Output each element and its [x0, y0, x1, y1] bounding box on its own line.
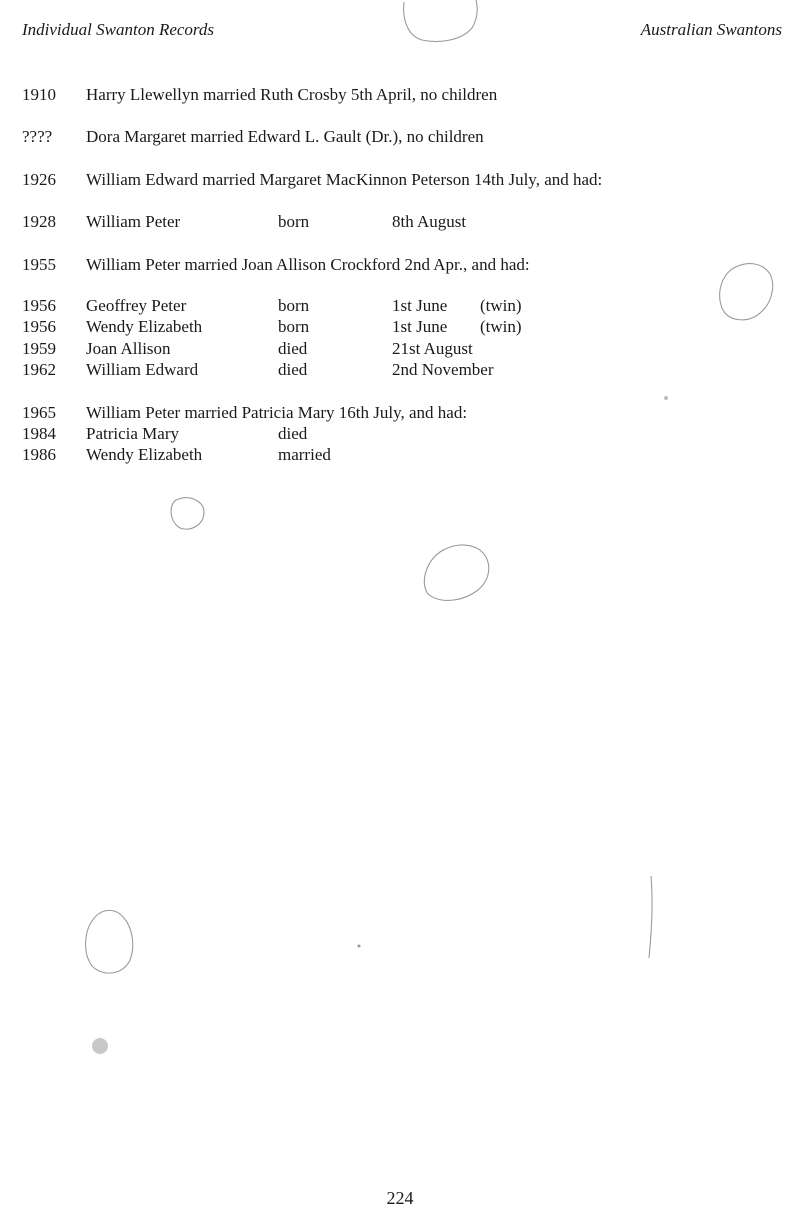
- record-event: born: [278, 317, 310, 336]
- record-note: (twin): [480, 317, 522, 336]
- record-date: 2nd November: [392, 360, 494, 379]
- record-year: 1959: [22, 339, 56, 358]
- record-name: Wendy Elizabeth: [86, 445, 203, 464]
- record-date: 1st June: [392, 317, 448, 336]
- record-name: Wendy Elizabeth: [86, 317, 203, 336]
- record-name: Patricia Mary: [86, 424, 179, 443]
- record-event: married: [278, 445, 331, 464]
- record-year: 1928: [22, 212, 56, 231]
- scan-speck: [664, 396, 668, 400]
- record-note: (twin): [480, 296, 522, 315]
- record-text: Dora Margaret married Edward L. Gault (Dr.), no children: [86, 127, 484, 146]
- record-date: 1st June: [392, 296, 448, 315]
- record-name: William Peter: [86, 212, 181, 231]
- record-year: 1955: [22, 255, 56, 274]
- record-event: died: [278, 339, 308, 358]
- record-year: 1956: [22, 317, 56, 336]
- record-date: 8th August: [392, 212, 467, 231]
- record-year: 1956: [22, 296, 56, 315]
- record-year: 1962: [22, 360, 56, 379]
- scan-scratch: [649, 876, 652, 958]
- scan-blot: [720, 264, 773, 320]
- record-year: 1926: [22, 170, 56, 189]
- scan-blot: [171, 498, 204, 529]
- running-header-right: Australian Swantons: [640, 20, 782, 39]
- record-event: died: [278, 360, 308, 379]
- record-event: born: [278, 212, 310, 231]
- record-date: 21st August: [392, 339, 473, 358]
- record-name: Geoffrey Peter: [86, 296, 187, 315]
- record-text: Harry Llewellyn married Ruth Crosby 5th April, no children: [86, 85, 498, 104]
- scan-blot: [424, 545, 488, 600]
- record-name: Joan Allison: [86, 339, 171, 358]
- running-header-left: Individual Swanton Records: [22, 20, 215, 39]
- scan-blot: [86, 910, 133, 973]
- page-number: 224: [386, 1188, 414, 1208]
- scan-blot: [404, 0, 478, 42]
- record-year: 1910: [22, 85, 56, 104]
- scan-speck: [358, 945, 361, 948]
- record-year: 1965: [22, 403, 56, 422]
- scan-speck: [92, 1038, 108, 1054]
- record-text: William Edward married Margaret MacKinnon Peterson 14th July, and had:: [86, 170, 603, 189]
- record-event: died: [278, 424, 308, 443]
- record-year: ????: [22, 127, 53, 146]
- record-text: William Peter married Joan Allison Crockford 2nd Apr., and had:: [86, 255, 530, 274]
- record-text: William Peter married Patricia Mary 16th July, and had:: [86, 403, 468, 422]
- record-name: William Edward: [86, 360, 199, 379]
- record-year: 1984: [22, 424, 56, 443]
- record-event: born: [278, 296, 310, 315]
- record-year: 1986: [22, 445, 56, 464]
